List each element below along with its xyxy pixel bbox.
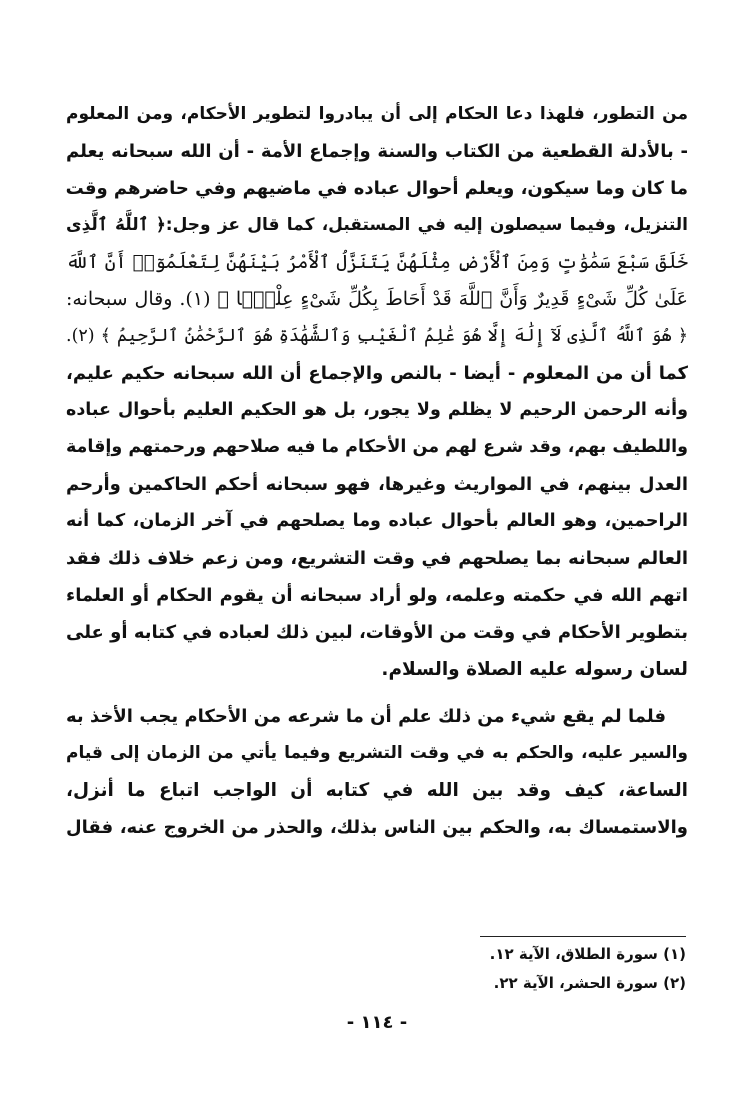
text-line: ما كان وما سيكون، ويعلم أحوال عباده في ماضيهم وفي حاضرهم وقت	[66, 178, 688, 199]
text-line: والسير عليه، والحكم به في وقت التشريع وفيما يأتي من الزمان إلى قيام	[66, 743, 688, 763]
text-line: والاستمساك به، والحكم بين الناس بذلك، والحذر من الخروج عنه، فقال	[66, 817, 688, 838]
text-line: التنزيل، وفيما سيصلون إليه في المستقبل، كما قال عز وجل:﴿ ٱللَّهُ ٱلَّذِى	[66, 215, 688, 235]
quran-verse-line: عَلَىٰ كُلِّ شَىْءٍ قَدِيرٌ وَأَنَّ ٱللَّهَ قَدْ أَحَاطَ بِكُلِّ شَىْءٍ عِلْمًۢا ﴾ (١). وقال سبحانه:	[66, 288, 688, 310]
paragraph-start-line: فلما لم يقع شيء من ذلك علم أن ما شرعه من الأحكام يجب الأخذ به	[66, 706, 666, 727]
quran-verse-line: ﴿ هُوَ ٱللَّهُ ٱلَّذِى لَآ إِلَٰهَ إِلَّا هُوَ عَٰلِمُ ٱلْغَيْبِ وَٱلشَّهَٰدَةِ هُوَ ٱلرَّحْمَٰنُ ٱلرَّحِيمُ ﴾ (٢).	[66, 326, 688, 346]
quran-verse-line: خَلَقَ سَبْعَ سَمَٰوَٰتٍ وَمِنَ ٱلْأَرْضِ مِثْلَهُنَّ يَتَنَزَّلُ ٱلْأَمْرُ بَيْنَهُنَّ لِتَعْلَمُوٓا۟ أَنَّ ٱللَّهَ	[66, 252, 688, 273]
text-line: اتهم الله في حكمته وعلمه، ولو أراد سبحانه أن يقوم الحكام أو العلماء	[66, 585, 688, 606]
text-line: الساعة، كيف وقد بين الله في كتابه أن الواجب اتباع ما أنزل،	[66, 780, 688, 801]
text-line: من التطور، فلهذا دعا الحكام إلى أن يبادروا لتطوير الأحكام، ومن المعلوم	[66, 104, 688, 124]
footnotes	[380, 940, 686, 998]
text-line: وأنه الرحمن الرحيم لا يظلم ولا يجور، بل هو الحكيم العليم بأحوال عباده	[66, 400, 688, 420]
page-number: - ١١٤ -	[346, 1012, 408, 1033]
main-text	[66, 96, 688, 846]
text-line: العدل بينهم، في المواريث وغيرها، فهو سبحانه أحكم الحاكمين وأرحم	[66, 474, 688, 495]
text-line: بتطوير الأحكام في وقت من الأوقات، لبين ذلك لعباده في كتابه أو على	[66, 622, 688, 643]
paragraph-end-line: لسان رسوله عليه الصلاة والسلام.	[381, 659, 688, 680]
text-line: - بالأدلة القطعية من الكتاب والسنة وإجماع الأمة - أن الله سبحانه يعلم	[66, 141, 688, 162]
footnote-separator	[480, 936, 686, 937]
text-line: العالم سبحانه بما يصلحهم في وقت التشريع، ومن زعم خلاف ذلك فقد	[66, 548, 688, 569]
footnote-1: (١) سورة الطلاق، الآية ١٢.	[489, 945, 686, 963]
text-line: الراحمين، وهو العالم بأحوال عباده وما يصلحهم في آخر الزمان، كما أنه	[66, 511, 688, 531]
text-line: كما أن من المعلوم - أيضا - بالنص والإجماع أن الله سبحانه حكيم عليم،	[66, 363, 688, 384]
footnote-2: (٢) سورة الحشر، الآية ٢٢.	[493, 974, 686, 992]
text-line: واللطيف بهم، وقد شرع لهم من الأحكام ما فيه صلاحهم ورحمتهم وإقامة	[66, 437, 688, 457]
